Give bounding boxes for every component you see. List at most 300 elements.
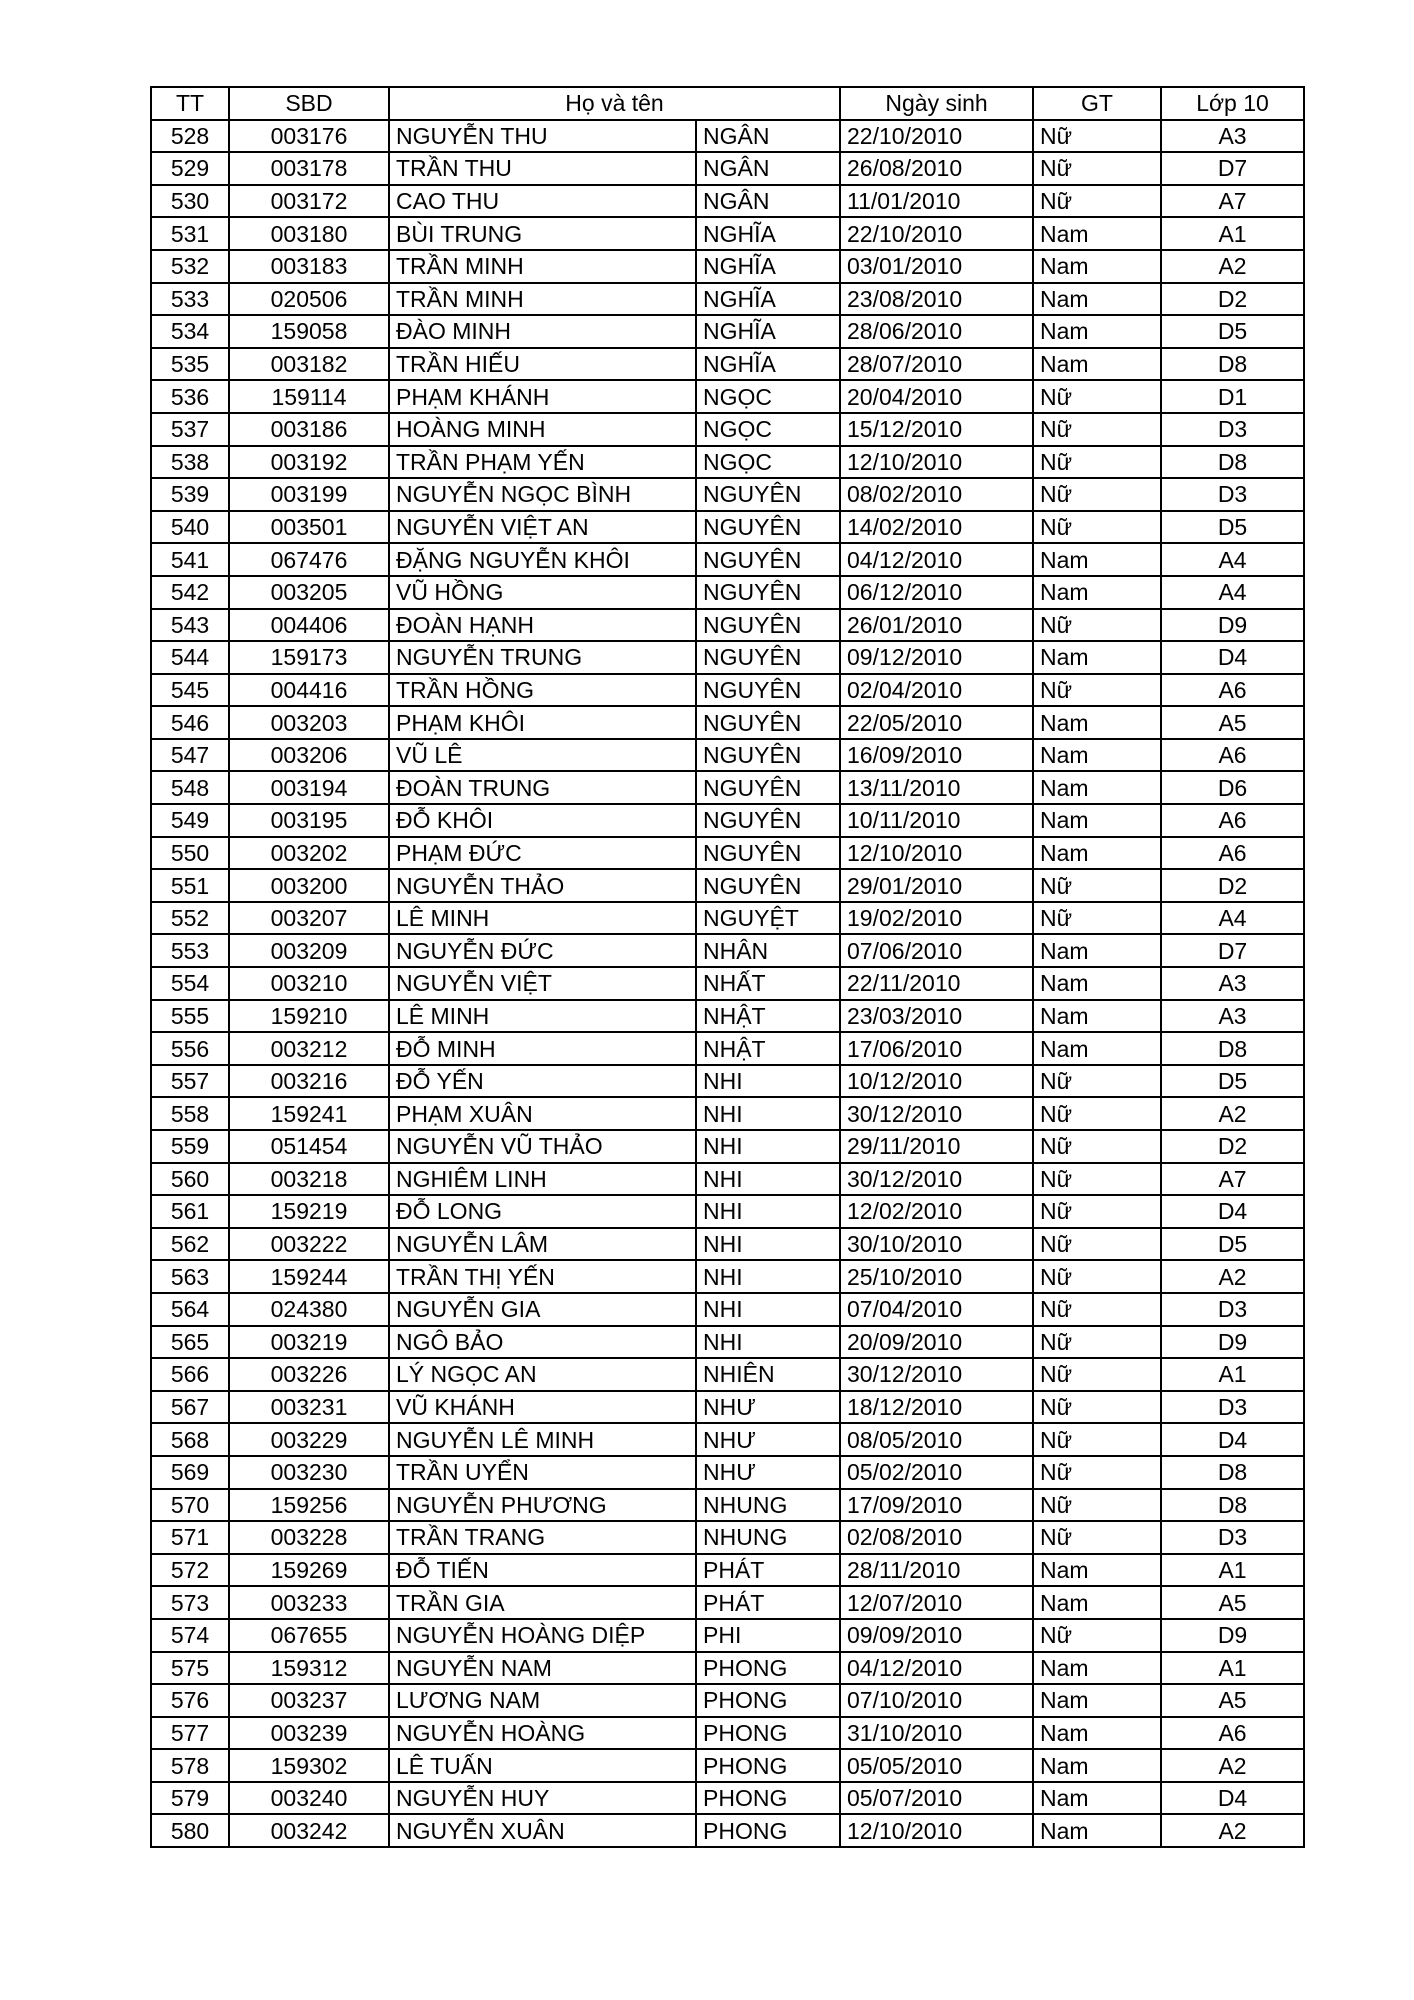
cell-class: A2 xyxy=(1161,1097,1304,1130)
cell-surname: LƯƠNG NAM xyxy=(389,1684,696,1717)
cell-surname: ĐẶNG NGUYỄN KHÔI xyxy=(389,543,696,576)
header-class: Lớp 10 xyxy=(1161,87,1304,120)
cell-surname: HOÀNG MINH xyxy=(389,413,696,446)
cell-tt: 546 xyxy=(151,706,229,739)
cell-gender: Nam xyxy=(1033,934,1161,967)
cell-surname: TRẦN MINH xyxy=(389,250,696,283)
cell-given-name: NGỌC xyxy=(696,380,840,413)
cell-gender: Nam xyxy=(1033,804,1161,837)
cell-sbd: 003228 xyxy=(229,1521,389,1554)
roster-body xyxy=(151,120,1304,1847)
cell-tt: 563 xyxy=(151,1260,229,1293)
cell-date-of-birth: 30/12/2010 xyxy=(840,1097,1033,1130)
cell-tt: 545 xyxy=(151,674,229,707)
cell-sbd: 003212 xyxy=(229,1032,389,1065)
cell-gender: Nữ xyxy=(1033,511,1161,544)
cell-given-name: NGUYÊN xyxy=(696,543,840,576)
cell-surname: TRẦN GIA xyxy=(389,1586,696,1619)
cell-gender: Nam xyxy=(1033,283,1161,316)
cell-given-name: PHÁT xyxy=(696,1554,840,1587)
table-row xyxy=(151,1749,1304,1782)
cell-surname: NGUYỄN VIỆT xyxy=(389,967,696,1000)
cell-sbd: 003194 xyxy=(229,771,389,804)
cell-tt: 561 xyxy=(151,1195,229,1228)
cell-given-name: PHONG xyxy=(696,1684,840,1717)
cell-gender: Nam xyxy=(1033,1032,1161,1065)
cell-class: A1 xyxy=(1161,1554,1304,1587)
cell-sbd: 003209 xyxy=(229,934,389,967)
cell-class: A7 xyxy=(1161,185,1304,218)
cell-given-name: NHUNG xyxy=(696,1521,840,1554)
cell-gender: Nữ xyxy=(1033,185,1161,218)
cell-given-name: NGUYÊN xyxy=(696,771,840,804)
cell-given-name: NHI xyxy=(696,1065,840,1098)
cell-surname: NGUYỄN LÂM xyxy=(389,1228,696,1261)
table-row xyxy=(151,967,1304,1000)
table-row xyxy=(151,739,1304,772)
table-row xyxy=(151,641,1304,674)
cell-tt: 542 xyxy=(151,576,229,609)
cell-tt: 565 xyxy=(151,1326,229,1359)
cell-class: D7 xyxy=(1161,934,1304,967)
cell-tt: 541 xyxy=(151,543,229,576)
cell-tt: 580 xyxy=(151,1814,229,1847)
table-row xyxy=(151,771,1304,804)
cell-class: A7 xyxy=(1161,1163,1304,1196)
cell-tt: 570 xyxy=(151,1489,229,1522)
cell-sbd: 003229 xyxy=(229,1423,389,1456)
table-row xyxy=(151,348,1304,381)
cell-tt: 574 xyxy=(151,1619,229,1652)
cell-given-name: NHƯ xyxy=(696,1456,840,1489)
cell-date-of-birth: 29/01/2010 xyxy=(840,869,1033,902)
cell-surname: LÊ TUẤN xyxy=(389,1749,696,1782)
cell-class: A2 xyxy=(1161,1260,1304,1293)
cell-date-of-birth: 30/12/2010 xyxy=(840,1163,1033,1196)
table-row xyxy=(151,1195,1304,1228)
cell-class: A5 xyxy=(1161,1586,1304,1619)
cell-date-of-birth: 02/04/2010 xyxy=(840,674,1033,707)
cell-surname: LÊ MINH xyxy=(389,1000,696,1033)
table-row xyxy=(151,1586,1304,1619)
cell-gender: Nam xyxy=(1033,543,1161,576)
cell-date-of-birth: 12/02/2010 xyxy=(840,1195,1033,1228)
table-row xyxy=(151,1782,1304,1815)
cell-given-name: NHI xyxy=(696,1228,840,1261)
cell-gender: Nữ xyxy=(1033,1065,1161,1098)
cell-tt: 532 xyxy=(151,250,229,283)
cell-surname: NGUYỄN TRUNG xyxy=(389,641,696,674)
cell-tt: 554 xyxy=(151,967,229,1000)
cell-date-of-birth: 05/02/2010 xyxy=(840,1456,1033,1489)
cell-tt: 573 xyxy=(151,1586,229,1619)
cell-tt: 537 xyxy=(151,413,229,446)
cell-class: D8 xyxy=(1161,1032,1304,1065)
cell-date-of-birth: 17/09/2010 xyxy=(840,1489,1033,1522)
cell-given-name: NHÂN xyxy=(696,934,840,967)
cell-given-name: NGUYÊN xyxy=(696,706,840,739)
table-row xyxy=(151,446,1304,479)
cell-class: A4 xyxy=(1161,543,1304,576)
cell-given-name: PHI xyxy=(696,1619,840,1652)
cell-given-name: NHẬT xyxy=(696,1000,840,1033)
cell-given-name: NHẬT xyxy=(696,1032,840,1065)
cell-date-of-birth: 12/10/2010 xyxy=(840,837,1033,870)
cell-surname: PHẠM ĐỨC xyxy=(389,837,696,870)
table-row xyxy=(151,1814,1304,1847)
cell-surname: NGUYỄN NAM xyxy=(389,1652,696,1685)
cell-sbd: 159302 xyxy=(229,1749,389,1782)
cell-gender: Nữ xyxy=(1033,1260,1161,1293)
cell-surname: NGÔ BẢO xyxy=(389,1326,696,1359)
cell-class: D7 xyxy=(1161,152,1304,185)
cell-surname: NGUYỄN VŨ THẢO xyxy=(389,1130,696,1163)
cell-surname: ĐỖ LONG xyxy=(389,1195,696,1228)
header-gender: GT xyxy=(1033,87,1161,120)
table-row xyxy=(151,283,1304,316)
cell-date-of-birth: 23/03/2010 xyxy=(840,1000,1033,1033)
cell-sbd: 003237 xyxy=(229,1684,389,1717)
cell-class: A6 xyxy=(1161,674,1304,707)
cell-gender: Nữ xyxy=(1033,1195,1161,1228)
table-row xyxy=(151,1684,1304,1717)
cell-date-of-birth: 22/11/2010 xyxy=(840,967,1033,1000)
cell-date-of-birth: 26/01/2010 xyxy=(840,609,1033,642)
cell-sbd: 020506 xyxy=(229,283,389,316)
table-row xyxy=(151,1521,1304,1554)
cell-date-of-birth: 22/10/2010 xyxy=(840,217,1033,250)
cell-surname: TRẦN MINH xyxy=(389,283,696,316)
table-row xyxy=(151,120,1304,153)
cell-gender: Nam xyxy=(1033,837,1161,870)
cell-sbd: 003226 xyxy=(229,1358,389,1391)
cell-surname: TRẦN TRANG xyxy=(389,1521,696,1554)
cell-given-name: NGUYÊN xyxy=(696,804,840,837)
cell-gender: Nam xyxy=(1033,1000,1161,1033)
cell-surname: BÙI TRUNG xyxy=(389,217,696,250)
cell-given-name: NGUYÊN xyxy=(696,674,840,707)
cell-class: A1 xyxy=(1161,1652,1304,1685)
cell-given-name: NGUYÊN xyxy=(696,576,840,609)
cell-class: A2 xyxy=(1161,1814,1304,1847)
cell-tt: 552 xyxy=(151,902,229,935)
cell-class: A6 xyxy=(1161,804,1304,837)
cell-class: D3 xyxy=(1161,413,1304,446)
cell-sbd: 159256 xyxy=(229,1489,389,1522)
cell-sbd: 003183 xyxy=(229,250,389,283)
cell-gender: Nữ xyxy=(1033,1521,1161,1554)
cell-tt: 571 xyxy=(151,1521,229,1554)
cell-tt: 553 xyxy=(151,934,229,967)
cell-class: A3 xyxy=(1161,120,1304,153)
cell-surname: VŨ KHÁNH xyxy=(389,1391,696,1424)
table-row xyxy=(151,1293,1304,1326)
cell-sbd: 003216 xyxy=(229,1065,389,1098)
header-tt: TT xyxy=(151,87,229,120)
table-row xyxy=(151,1326,1304,1359)
cell-tt: 549 xyxy=(151,804,229,837)
table-row xyxy=(151,804,1304,837)
cell-tt: 548 xyxy=(151,771,229,804)
cell-sbd: 003501 xyxy=(229,511,389,544)
cell-surname: LÊ MINH xyxy=(389,902,696,935)
table-row xyxy=(151,380,1304,413)
cell-surname: NGHIÊM LINH xyxy=(389,1163,696,1196)
table-row xyxy=(151,1652,1304,1685)
table-row xyxy=(151,1619,1304,1652)
cell-gender: Nữ xyxy=(1033,902,1161,935)
cell-gender: Nam xyxy=(1033,967,1161,1000)
cell-date-of-birth: 20/04/2010 xyxy=(840,380,1033,413)
cell-tt: 535 xyxy=(151,348,229,381)
cell-class: A6 xyxy=(1161,739,1304,772)
cell-class: D4 xyxy=(1161,641,1304,674)
cell-given-name: NHI xyxy=(696,1130,840,1163)
cell-given-name: NHUNG xyxy=(696,1489,840,1522)
cell-given-name: NGUYÊN xyxy=(696,869,840,902)
cell-date-of-birth: 03/01/2010 xyxy=(840,250,1033,283)
cell-surname: TRẦN PHẠM YẾN xyxy=(389,446,696,479)
table-row xyxy=(151,1391,1304,1424)
cell-sbd: 003218 xyxy=(229,1163,389,1196)
student-roster-table xyxy=(150,86,1305,1848)
cell-gender: Nam xyxy=(1033,250,1161,283)
cell-tt: 540 xyxy=(151,511,229,544)
cell-sbd: 159210 xyxy=(229,1000,389,1033)
cell-given-name: NGUYÊN xyxy=(696,739,840,772)
cell-class: D8 xyxy=(1161,1489,1304,1522)
cell-given-name: PHONG xyxy=(696,1782,840,1815)
cell-tt: 539 xyxy=(151,478,229,511)
cell-given-name: NGUYỆT xyxy=(696,902,840,935)
cell-date-of-birth: 31/10/2010 xyxy=(840,1717,1033,1750)
cell-class: A1 xyxy=(1161,1358,1304,1391)
cell-given-name: NGUYÊN xyxy=(696,511,840,544)
cell-tt: 528 xyxy=(151,120,229,153)
cell-surname: TRẦN HỒNG xyxy=(389,674,696,707)
cell-gender: Nữ xyxy=(1033,1619,1161,1652)
cell-given-name: NGỌC xyxy=(696,446,840,479)
cell-date-of-birth: 08/05/2010 xyxy=(840,1423,1033,1456)
cell-class: D4 xyxy=(1161,1195,1304,1228)
cell-gender: Nữ xyxy=(1033,1391,1161,1424)
cell-gender: Nam xyxy=(1033,706,1161,739)
cell-date-of-birth: 09/09/2010 xyxy=(840,1619,1033,1652)
table-row xyxy=(151,1000,1304,1033)
cell-class: A5 xyxy=(1161,1684,1304,1717)
cell-surname: TRẦN THU xyxy=(389,152,696,185)
cell-gender: Nam xyxy=(1033,1749,1161,1782)
cell-tt: 558 xyxy=(151,1097,229,1130)
cell-date-of-birth: 12/10/2010 xyxy=(840,1814,1033,1847)
cell-given-name: NGÂN xyxy=(696,152,840,185)
table-row xyxy=(151,1032,1304,1065)
cell-tt: 555 xyxy=(151,1000,229,1033)
table-row xyxy=(151,609,1304,642)
cell-date-of-birth: 29/11/2010 xyxy=(840,1130,1033,1163)
cell-sbd: 003210 xyxy=(229,967,389,1000)
cell-given-name: NGÂN xyxy=(696,185,840,218)
cell-date-of-birth: 26/08/2010 xyxy=(840,152,1033,185)
cell-date-of-birth: 05/07/2010 xyxy=(840,1782,1033,1815)
cell-tt: 566 xyxy=(151,1358,229,1391)
cell-gender: Nam xyxy=(1033,1684,1161,1717)
cell-sbd: 003195 xyxy=(229,804,389,837)
cell-tt: 572 xyxy=(151,1554,229,1587)
cell-given-name: NGUYÊN xyxy=(696,641,840,674)
cell-surname: NGUYỄN THU xyxy=(389,120,696,153)
cell-gender: Nam xyxy=(1033,315,1161,348)
cell-sbd: 159114 xyxy=(229,380,389,413)
cell-sbd: 067476 xyxy=(229,543,389,576)
cell-gender: Nữ xyxy=(1033,413,1161,446)
cell-date-of-birth: 05/05/2010 xyxy=(840,1749,1033,1782)
cell-gender: Nữ xyxy=(1033,1163,1161,1196)
table-row xyxy=(151,152,1304,185)
cell-class: D5 xyxy=(1161,1228,1304,1261)
cell-date-of-birth: 09/12/2010 xyxy=(840,641,1033,674)
cell-date-of-birth: 28/11/2010 xyxy=(840,1554,1033,1587)
cell-surname: NGUYỄN HOÀNG DIỆP xyxy=(389,1619,696,1652)
cell-date-of-birth: 13/11/2010 xyxy=(840,771,1033,804)
cell-class: D2 xyxy=(1161,283,1304,316)
cell-given-name: NGHĨA xyxy=(696,283,840,316)
table-row xyxy=(151,674,1304,707)
cell-sbd: 003206 xyxy=(229,739,389,772)
table-row xyxy=(151,413,1304,446)
cell-date-of-birth: 14/02/2010 xyxy=(840,511,1033,544)
cell-given-name: NHẤT xyxy=(696,967,840,1000)
table-row xyxy=(151,837,1304,870)
cell-surname: LÝ NGỌC AN xyxy=(389,1358,696,1391)
cell-class: D9 xyxy=(1161,609,1304,642)
cell-gender: Nam xyxy=(1033,576,1161,609)
table-row xyxy=(151,1065,1304,1098)
cell-sbd: 003186 xyxy=(229,413,389,446)
cell-surname: NGUYỄN NGỌC BÌNH xyxy=(389,478,696,511)
cell-tt: 559 xyxy=(151,1130,229,1163)
cell-sbd: 003222 xyxy=(229,1228,389,1261)
table-row xyxy=(151,1163,1304,1196)
cell-date-of-birth: 30/12/2010 xyxy=(840,1358,1033,1391)
table-row xyxy=(151,1423,1304,1456)
cell-class: A6 xyxy=(1161,837,1304,870)
cell-date-of-birth: 08/02/2010 xyxy=(840,478,1033,511)
cell-surname: VŨ LÊ xyxy=(389,739,696,772)
cell-gender: Nữ xyxy=(1033,1423,1161,1456)
cell-class: A4 xyxy=(1161,902,1304,935)
cell-sbd: 067655 xyxy=(229,1619,389,1652)
cell-class: A3 xyxy=(1161,1000,1304,1033)
cell-sbd: 004416 xyxy=(229,674,389,707)
cell-tt: 550 xyxy=(151,837,229,870)
cell-sbd: 159058 xyxy=(229,315,389,348)
table-row xyxy=(151,250,1304,283)
cell-tt: 533 xyxy=(151,283,229,316)
cell-surname: NGUYỄN THẢO xyxy=(389,869,696,902)
cell-given-name: NGHĨA xyxy=(696,217,840,250)
cell-surname: ĐỖ YẾN xyxy=(389,1065,696,1098)
header-sbd: SBD xyxy=(229,87,389,120)
cell-gender: Nữ xyxy=(1033,446,1161,479)
cell-given-name: NHI xyxy=(696,1260,840,1293)
cell-date-of-birth: 22/05/2010 xyxy=(840,706,1033,739)
cell-surname: PHẠM KHÔI xyxy=(389,706,696,739)
cell-given-name: PHONG xyxy=(696,1652,840,1685)
cell-gender: Nữ xyxy=(1033,674,1161,707)
cell-given-name: NGÂN xyxy=(696,120,840,153)
cell-class: A2 xyxy=(1161,1749,1304,1782)
cell-date-of-birth: 25/10/2010 xyxy=(840,1260,1033,1293)
cell-given-name: NGỌC xyxy=(696,413,840,446)
cell-class: A1 xyxy=(1161,217,1304,250)
cell-given-name: NGHĨA xyxy=(696,348,840,381)
cell-surname: NGUYỄN HOÀNG xyxy=(389,1717,696,1750)
cell-date-of-birth: 28/07/2010 xyxy=(840,348,1033,381)
cell-class: A3 xyxy=(1161,967,1304,1000)
cell-date-of-birth: 20/09/2010 xyxy=(840,1326,1033,1359)
cell-tt: 576 xyxy=(151,1684,229,1717)
cell-date-of-birth: 30/10/2010 xyxy=(840,1228,1033,1261)
cell-sbd: 003233 xyxy=(229,1586,389,1619)
table-row xyxy=(151,478,1304,511)
cell-sbd: 003207 xyxy=(229,902,389,935)
cell-date-of-birth: 04/12/2010 xyxy=(840,543,1033,576)
cell-tt: 538 xyxy=(151,446,229,479)
cell-tt: 530 xyxy=(151,185,229,218)
cell-date-of-birth: 28/06/2010 xyxy=(840,315,1033,348)
cell-surname: NGUYỄN HUY xyxy=(389,1782,696,1815)
table-row xyxy=(151,1228,1304,1261)
cell-tt: 564 xyxy=(151,1293,229,1326)
cell-surname: NGUYỄN GIA xyxy=(389,1293,696,1326)
table-row xyxy=(151,543,1304,576)
cell-class: D3 xyxy=(1161,478,1304,511)
cell-tt: 536 xyxy=(151,380,229,413)
cell-gender: Nữ xyxy=(1033,1456,1161,1489)
cell-surname: PHẠM XUÂN xyxy=(389,1097,696,1130)
cell-surname: ĐÀO MINH xyxy=(389,315,696,348)
cell-gender: Nữ xyxy=(1033,478,1161,511)
cell-sbd: 159269 xyxy=(229,1554,389,1587)
cell-given-name: NHIÊN xyxy=(696,1358,840,1391)
cell-class: A2 xyxy=(1161,250,1304,283)
cell-class: D8 xyxy=(1161,446,1304,479)
cell-class: D8 xyxy=(1161,348,1304,381)
table-row xyxy=(151,217,1304,250)
cell-tt: 569 xyxy=(151,1456,229,1489)
cell-gender: Nữ xyxy=(1033,1228,1161,1261)
cell-sbd: 003182 xyxy=(229,348,389,381)
cell-gender: Nữ xyxy=(1033,609,1161,642)
cell-sbd: 159244 xyxy=(229,1260,389,1293)
cell-given-name: NGHĨA xyxy=(696,250,840,283)
table-row xyxy=(151,1717,1304,1750)
cell-sbd: 003205 xyxy=(229,576,389,609)
cell-class: D8 xyxy=(1161,1456,1304,1489)
cell-tt: 579 xyxy=(151,1782,229,1815)
cell-given-name: PHONG xyxy=(696,1814,840,1847)
header-date-of-birth: Ngày sinh xyxy=(840,87,1033,120)
cell-gender: Nam xyxy=(1033,1717,1161,1750)
cell-sbd: 003180 xyxy=(229,217,389,250)
cell-date-of-birth: 10/11/2010 xyxy=(840,804,1033,837)
cell-gender: Nam xyxy=(1033,217,1161,250)
cell-class: D5 xyxy=(1161,315,1304,348)
cell-tt: 543 xyxy=(151,609,229,642)
cell-tt: 544 xyxy=(151,641,229,674)
cell-tt: 567 xyxy=(151,1391,229,1424)
